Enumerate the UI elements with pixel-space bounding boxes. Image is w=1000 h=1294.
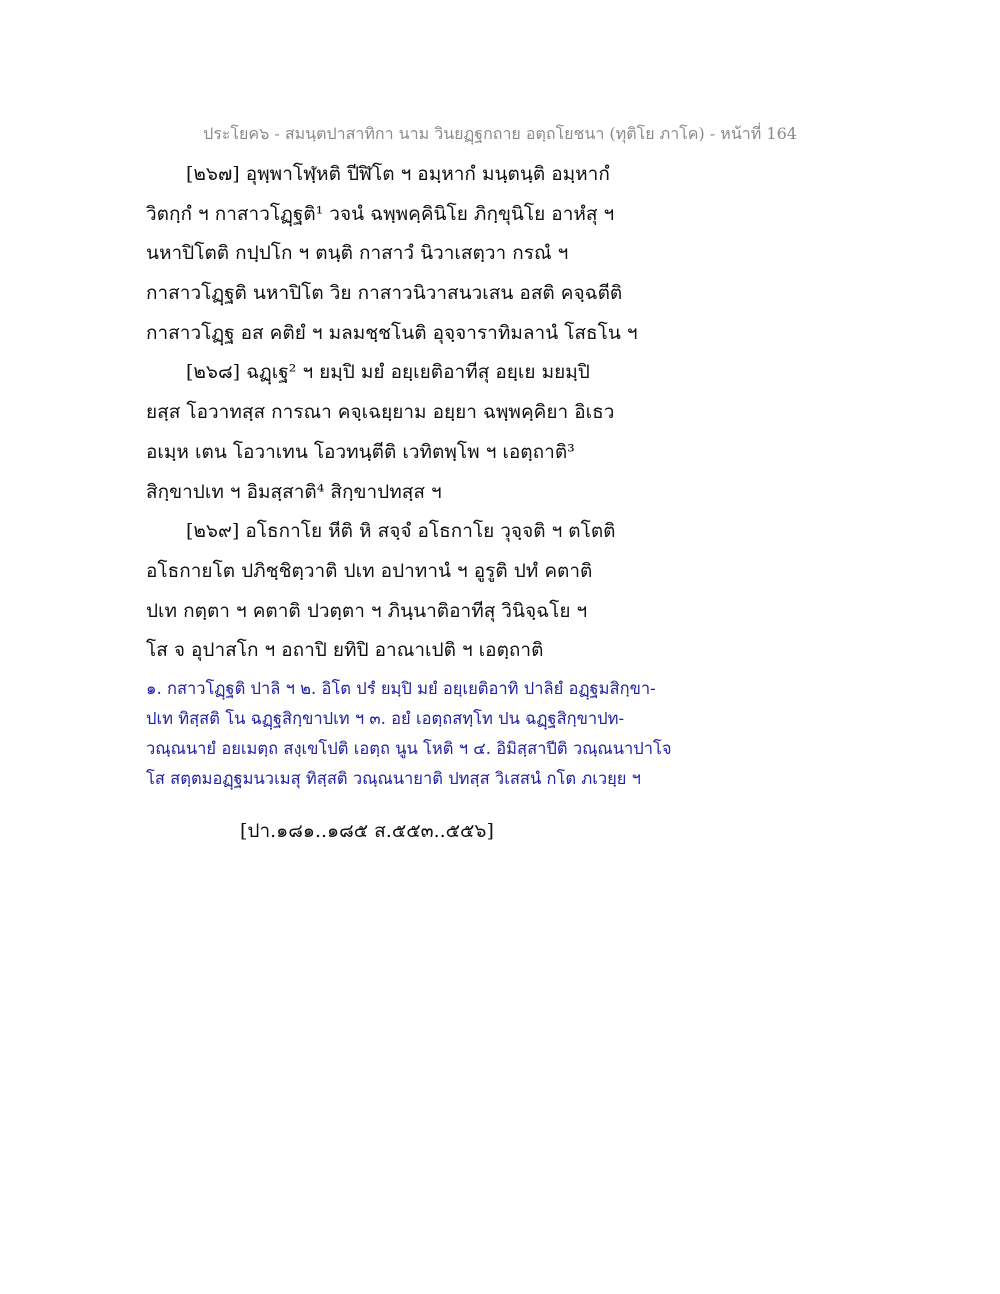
text-line: อเมฺห เตน โอวาเทน โอวทนฺตีติ เวทิตพฺโพ ฯ เอตฺถาติ³ (146, 440, 575, 463)
paragraph-267-line: [๒๖๗] อุพฺพาโฬฺหติ ปีฬิโต ฯ อมฺหากํ มนฺตนฺติ อมฺหากํ (186, 163, 610, 185)
footnote-line: โส สตฺตมอฏฺฐมนวเมสุ ทิสฺสติ วณฺณนายาติ ปทสฺส วิเสสนํ กโต ภเวยฺย ฯ (146, 769, 641, 788)
page-header: ประโยค๖ - สมนฺตปาสาทิกา นาม วินยฏฺฐกถาย อตฺถโยชนา (ทุติโย ภาโค) - หน้าที่ 164 (203, 124, 797, 143)
paragraph-268-line: [๒๖๘] ฉฏฺเฐ² ฯ ยมฺปิ มยํ อยฺเยติอาทีสุ อยฺเย มยมฺปิ (186, 361, 590, 384)
text-line: วิตกฺกํ ฯ กาสาวโฏฺฐติ¹ วจนํ ฉพฺพคฺคินิโย ภิกฺขุนิโย อาหํสุ ฯ (146, 202, 615, 225)
footnotes (146, 674, 846, 794)
footnote-line: วณฺณนายํ อยเมตฺถ สงฺเขโปติ เอตฺถ นูน โหติ ฯ ๔. อิมิสฺสาปีติ วณฺณนาปาโจ (146, 739, 672, 758)
text-line: นหาปิโตติ กปฺปโก ฯ ตนฺติ กาสาวํ นิวาเสตฺวา กรณํ ฯ (146, 242, 569, 265)
page-reference: [ปา.๑๘๑..๑๘๕ ส.๕๕๓..๕๕๖] (240, 820, 494, 842)
footnote-line: ๑. กสาวโฏฺฐติ ปาลิ ฯ ๒. อิโต ปรํ ยมฺปิ มยํ อยฺเยติอาทิ ปาลิยํ อฏฺฐมสิกฺขา- (146, 679, 656, 698)
footnote-line: ปเท ทิสฺสติ โน ฉฏฺฐสิกฺขาปเท ฯ ๓. อยํ เอตฺถสทฺโท ปน ฉฏฺฐสิกฺขาปท- (146, 709, 625, 728)
text-line: ปเท กตฺตา ฯ คตาติ ปวตฺตา ฯ ภินฺนาติอาทีสุ วินิจฺฉโย ฯ (146, 599, 588, 622)
main-text (146, 155, 846, 671)
text-line: กาสาวโฏฺฐ อส คติยํ ฯ มลมชฺชโนติ อุจฺจาราทิมลานํ โสธโน ฯ (146, 321, 638, 344)
text-line: กาสาวโฏฺฐติ นหาปิโต วิย กาสาวนิวาสนวเสน อสติ คจฺฉตีติ (146, 282, 623, 305)
text-line: ยสฺส โอวาทสฺส การณา คจฺเฉยฺยาม อยฺยา ฉพฺพคฺคิยา อิเธว (146, 401, 615, 424)
text-line: สิกฺขาปเท ฯ อิมสฺสาติ⁴ สิกฺขาปทสฺส ฯ (146, 480, 442, 503)
text-line: อโธกายโต ปภิชฺชิตฺวาติ ปเท อปาทานํ ฯ อูรูติ ปทํ คตาติ (146, 559, 593, 582)
paragraph-269-line: [๒๖๙] อโธกาโย หีติ หิ สจฺจํ อโธกาโย วุจฺจติ ฯ ตโตติ (186, 520, 616, 543)
text-line: โส จ อุปาสโก ฯ อถาปิ ยทิปิ อาณาเปติ ฯ เอตฺถาติ (146, 639, 544, 662)
